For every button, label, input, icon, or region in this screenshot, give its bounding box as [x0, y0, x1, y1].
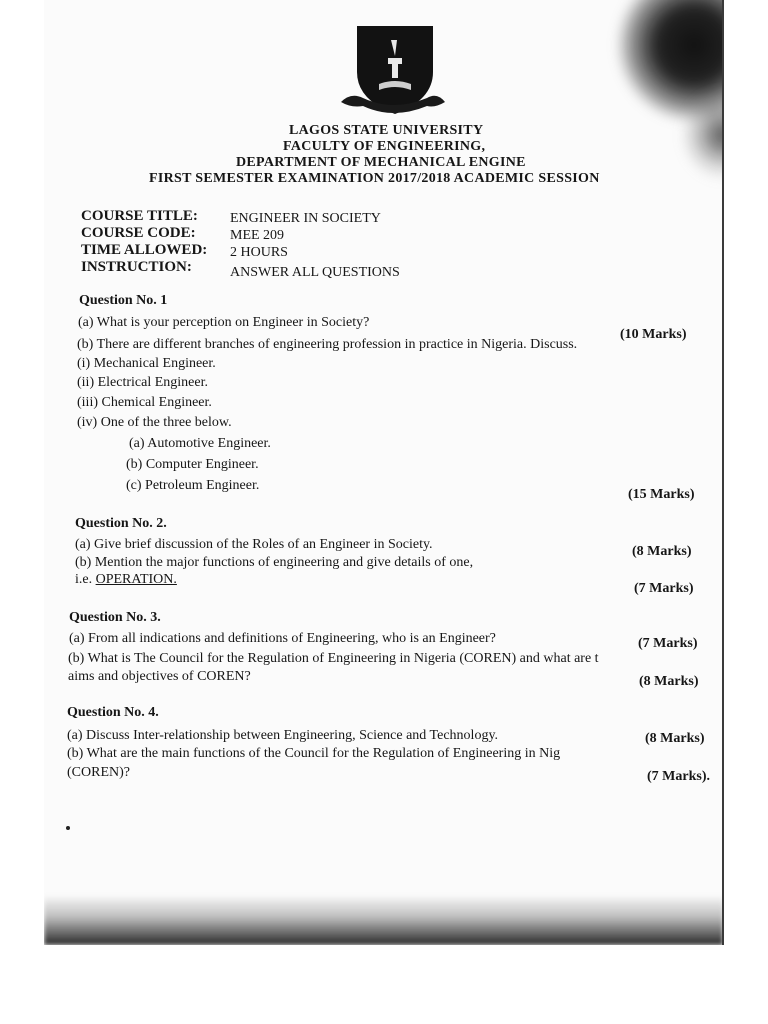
question-1-marks-a: (10 Marks)	[620, 327, 687, 342]
instruction-value: ANSWER ALL QUESTIONS	[230, 265, 400, 280]
question-1-item-ii: (ii) Electrical Engineer.	[77, 375, 208, 390]
faculty-name: FACULTY OF ENGINEERING,	[283, 139, 486, 154]
question-1-item-iv: (iv) One of the three below.	[77, 415, 232, 430]
question-1-heading: Question No. 1	[79, 293, 168, 308]
question-3-heading: Question No. 3.	[69, 610, 161, 625]
question-1-subitem-b: (b) Computer Engineer.	[126, 457, 259, 472]
question-2-part-b: (b) Mention the major functions of engineering and give details of one,	[75, 555, 474, 570]
question-3-part-a: (a) From all indications and definitions of Engineering, who is an Engineer?	[69, 631, 496, 646]
question-2-marks-a: (8 Marks)	[632, 544, 692, 559]
question-4-marks-a: (8 Marks)	[645, 731, 705, 746]
question-2-marks-b: (7 Marks)	[634, 581, 694, 596]
course-code-value: MEE 209	[230, 228, 285, 243]
course-code-label: COURSE CODE:	[81, 225, 196, 241]
question-1-part-b: (b) There are different branches of engineering profession in practice in Nigeria. Discuss.	[77, 337, 578, 352]
time-allowed-label: TIME ALLOWED:	[81, 242, 208, 258]
question-3-part-b: (b) What is The Council for the Regulation of Engineering in Nigeria (COREN) and what are t	[68, 651, 599, 666]
university-name: LAGOS STATE UNIVERSITY	[289, 123, 484, 138]
course-title-label: COURSE TITLE:	[81, 208, 198, 224]
question-4-heading: Question No. 4.	[67, 705, 159, 720]
time-allowed-value: 2 HOURS	[230, 245, 288, 260]
course-title-value: ENGINEER IN SOCIETY	[230, 211, 381, 226]
question-4-part-b-cont: (COREN)?	[67, 765, 130, 780]
question-4-marks-b: (7 Marks).	[647, 769, 710, 784]
question-1-item-iii: (iii) Chemical Engineer.	[77, 395, 212, 410]
instruction-label: INSTRUCTION:	[81, 259, 192, 275]
question-3-marks-b: (8 Marks)	[639, 674, 699, 689]
question-1-marks-b: (15 Marks)	[628, 487, 695, 502]
question-1-item-i: (i) Mechanical Engineer.	[77, 356, 216, 371]
question-3-marks-a: (7 Marks)	[638, 636, 698, 651]
question-2-operation: OPERATION.	[95, 572, 177, 587]
scan-speck	[66, 826, 70, 830]
question-2-ie: i.e.	[75, 572, 96, 587]
department-name: DEPARTMENT OF MECHANICAL ENGINE	[236, 155, 526, 170]
question-4-part-a: (a) Discuss Inter-relationship between Engineering, Science and Technology.	[67, 728, 499, 743]
question-2-part-a: (a) Give brief discussion of the Roles of an Engineer in Society.	[75, 537, 433, 552]
question-3-part-b-cont: aims and objectives of COREN?	[68, 669, 251, 684]
question-2-part-b-cont	[75, 573, 177, 587]
question-1-subitem-a: (a) Automotive Engineer.	[129, 436, 271, 451]
exam-title: FIRST SEMESTER EXAMINATION 2017/2018 ACADEMIC SESSION	[149, 171, 600, 186]
question-1-subitem-c: (c) Petroleum Engineer.	[126, 478, 260, 493]
question-2-heading: Question No. 2.	[75, 516, 167, 531]
question-1-part-a: (a) What is your perception on Engineer in Society?	[78, 315, 370, 330]
question-4-part-b: (b) What are the main functions of the Council for the Regulation of Engineering in Nig	[67, 746, 561, 761]
